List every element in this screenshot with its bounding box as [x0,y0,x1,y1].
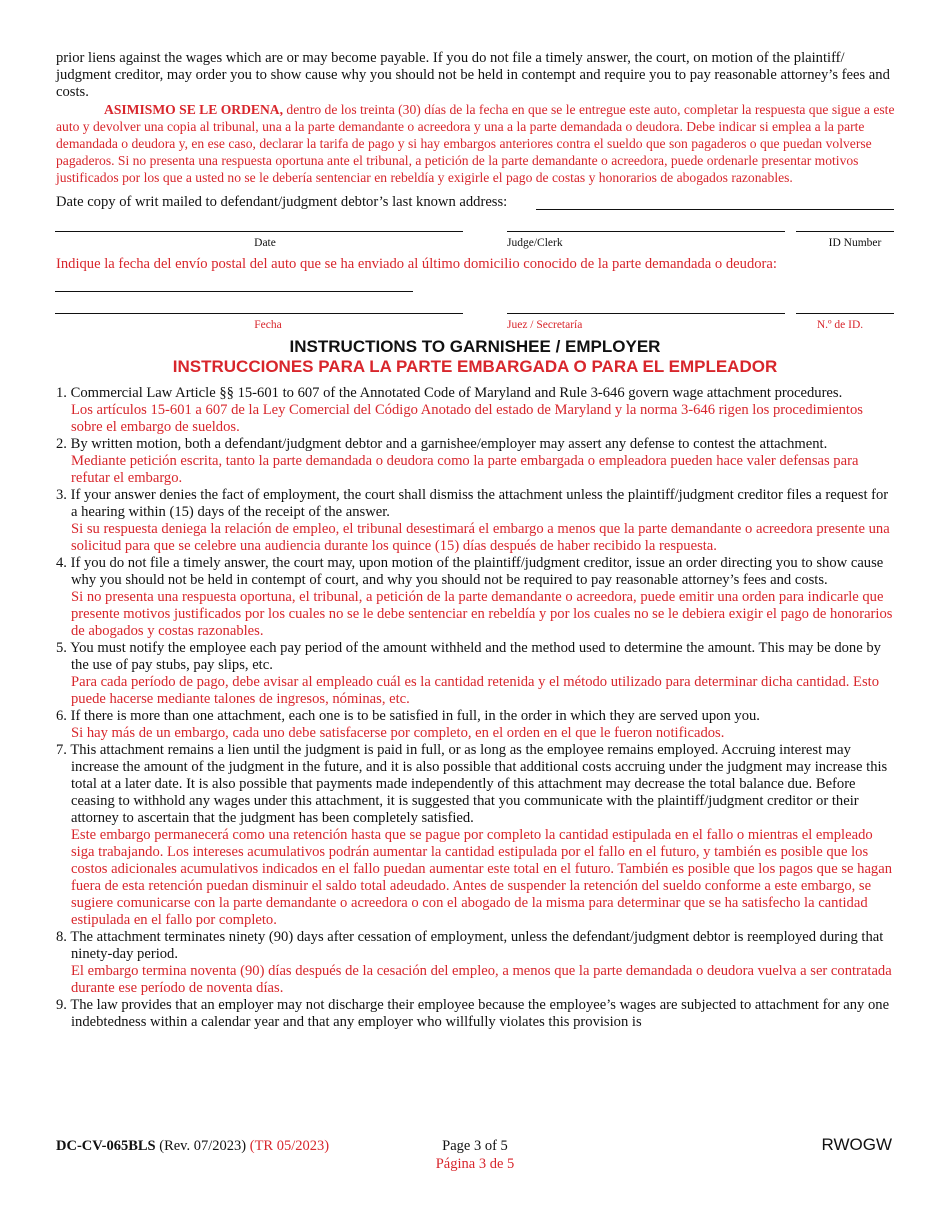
mail-label-es: Indique la fecha del envío postal del auto que se ha enviado al último domicilio conocido de la parte demandada o deudora: [56,256,777,272]
instruction-english [56,487,898,521]
heading-es: INSTRUCCIONES PARA LA PARTE EMBARGADA O PARA EL EMPLEADOR [172,357,778,376]
instruction-number: 5. [56,640,67,656]
top-continuation [56,50,896,186]
instruction-number: 7. [56,742,67,758]
instruction-english-text: If you do not file a timely answer, the court may, upon motion of the plaintiff/judgment creditor, issue an order directing you to show cause why you should not be held in contempt of court, and why you should not be required to pay reasonable attorney’s fees and costs. [70,555,884,588]
instruction-english [56,929,898,963]
instruction-english [56,997,898,1031]
top-spanish-paragraph [56,101,896,186]
page-number-es: Página 3 de 5 [435,1156,515,1172]
judge-label-en: Judge/Clerk [507,237,563,249]
heading-en: INSTRUCTIONS TO GARNISHEE / EMPLOYER [289,337,661,356]
id-label-en: ID Number [828,237,882,249]
judge-line-es[interactable] [507,313,785,314]
instruction-number: 3. [56,487,67,503]
form-code: RWOGW [821,1135,892,1154]
instruction-english-text: The law provides that an employer may not discharge their employee because the employee’s wages are subjected to attachment for any one indebtedness within a calendar year and that any employer who willfully violates this provision is [70,997,890,1030]
instruction-spanish: El embargo termina noventa (90) días después de la cesación del empleo, a menos que la parte demandada o deudora vuelva a ser contratada durante ese período de noventa días. [71,963,892,996]
instruction-spanish: Los artículos 15-601 a 607 de la Ley Comercial del Código Anotado del estado de Maryland y la norma 3-646 rigen los procedimientos sobre el embargo de sueldos. [71,402,863,435]
instruction-english [56,708,898,725]
instruction-item [56,742,898,929]
translation-revision: (TR 05/2023) [246,1138,330,1154]
instruction-number: 6. [56,708,67,724]
instruction-english-text: This attachment remains a lien until the judgment is paid in full, or as long as the employee remains employed. Accruing interest may increase the amount of the judgment in the future, and it is also possible that additional costs accruing under the judgment may increase this total at a later date. It is also possible that payments made independently of this attachment may decrease the total balance due. Before ceasing to withhold any wages under this attachment, it is suggested that you communicate with the plaintiff/judgment creditor or their attorney to ascertain that the judgment has been completely satisfied. [70,742,888,826]
page-number-en: Page 3 of 5 [442,1138,508,1154]
instructions-list [56,385,898,1031]
id-line-es[interactable] [796,313,894,314]
form-revision: (Rev. 07/2023) [155,1138,247,1154]
id-line-en[interactable] [796,231,894,232]
instruction-item [56,708,898,742]
instruction-item [56,929,898,997]
instruction-english-text: Commercial Law Article §§ 15-601 to 607 of the Annotated Code of Maryland and Rule 3-646 govern wage attachment procedures. [70,385,843,401]
mail-label-en: Date copy of writ mailed to defendant/judgment debtor’s last known address: [56,194,508,210]
instruction-number: 1. [56,385,67,401]
instruction-spanish: Mediante petición escrita, tanto la parte demandada o deudora como la parte embargada o empleadora pueden hace valer defensas para refutar el embargo. [71,453,859,486]
instruction-english [56,742,898,827]
instruction-spanish: Si no presenta una respuesta oportuna, el tribunal, a petición de la parte demandante o acreedora, puede emitir una orden para indicarle que presente motivos justificados por los cuales no se le debe sentenciar en rebeldía y por los cuales no se le debiera exigir el pago de honorarios de abogados y costas razonables. [71,589,893,639]
instruction-number: 4. [56,555,67,571]
instruction-english [56,640,898,674]
instruction-spanish: Si hay más de un embargo, cada uno debe satisfacerse por completo, en el orden en el que le fueron notificados. [71,725,725,741]
top-spanish-text: dentro de los treinta (30) días de la fecha en que se le entregue este auto, completar la respuesta que sigue a este auto y devolver una copia al tribunal, una a la parte demandante o acreedora y una a la parte demandada o deudora. Debe indicar si emplea a la parte demandada o deudora y, en ese caso, declarar la tarifa de pago y si hay embargos anteriores contra el sueldo que son pagaderos o que puedan volverse pagaderos. Si no presenta una respuesta oportuna ante el tribunal, a petición de la parte demandante o acreedora, puede ordenarle presentar motivos justificados por los que a usted no se le debería sentenciar en rebeldía y exigirle el pago de costas y honorarios de abogados razonables. [56,102,895,185]
instruction-item [56,385,898,436]
instruction-english-text: The attachment terminates ninety (90) days after cessation of employment, unless the defendant/judgment debtor is reemployed during that ninety-day period. [70,929,884,962]
judge-label-es: Juez / Secretaría [507,319,583,331]
date-line-es[interactable] [55,313,463,314]
instruction-spanish: Este embargo permanecerá como una retención hasta que se pague por completo la cantidad estipulada en el fallo o mientras el empleado siga trabajando. Los intereses acumulativos podrán aumentar la cantidad estipulada por el fallo en el futuro, y también es posible que los costos adicionales acumulativos indicados en el fallo puedan aumentar este total en el futuro. También es posible que los pagos que se hagan fuera de esta retención puedan disminuir el saldo total adeudado. Antes de suspender la retención del sueldo conforme a este embargo, se sugiere comunicarse con la parte demandante o acreedora o con el abogado de la misma para determinar que se ha satisfecho la cantidad estipulada en el fallo por completo. [71,827,892,928]
date-label-en: Date [254,237,276,249]
instruction-english [56,385,898,402]
id-label-es: N.º de ID. [816,319,864,331]
instruction-english-text: You must notify the employee each pay period of the amount withheld and the method used to determine the amount. This may be done by the use of pay stubs, pay slips, etc. [70,640,881,673]
instruction-english-text: If there is more than one attachment, each one is to be satisfied in full, in the order in which they are served upon you. [70,708,760,724]
instruction-english-text: By written motion, both a defendant/judgment debtor and a garnishee/employer may assert any defense to contest the attachment. [70,436,828,452]
instruction-item [56,640,898,708]
instruction-english [56,436,898,453]
form-number: DC-CV-065BLS [56,1138,156,1154]
instruction-spanish: Para cada período de pago, debe avisar al empleado cuál es la cantidad retenida y el método utilizado para determinar dicha cantidad. Esto puede hacerse mediante talones de ingresos, nóminas, etc. [71,674,879,707]
instruction-number: 2. [56,436,67,452]
judge-line-en[interactable] [507,231,785,232]
mail-address-line[interactable] [536,209,894,210]
top-spanish-bold: ASIMISMO SE LE ORDENA, [104,102,284,117]
instruction-item [56,555,898,640]
date-line-en[interactable] [55,231,463,232]
instruction-item [56,436,898,487]
instruction-english [56,555,898,589]
instruction-item [56,487,898,555]
instruction-number: 8. [56,929,67,945]
instruction-number: 9. [56,997,67,1013]
instruction-spanish: Si su respuesta deniega la relación de empleo, el tribunal desestimará el embargo a menos que la parte demandante o acreedora presente una solicitud para que se celebre una audiencia durante los quince (15) días después de haber recibido la respuesta. [71,521,890,554]
instruction-item [56,997,898,1031]
date-label-es: Fecha [254,319,282,331]
instruction-english-text: If your answer denies the fact of employment, the court shall dismiss the attachment unless the plaintiff/judgment creditor files a request for a hearing within (15) days of the receipt of the answer. [70,487,889,520]
mail-address-line-es[interactable] [55,291,413,292]
top-english-text: prior liens against the wages which are or may become payable. If you do not file a timely answer, the court, on motion of the plaintiff/ judgment creditor, may order you to show cause why you should not be held in contempt and require you to pay reasonable attorney’s fees and costs. [56,50,890,100]
